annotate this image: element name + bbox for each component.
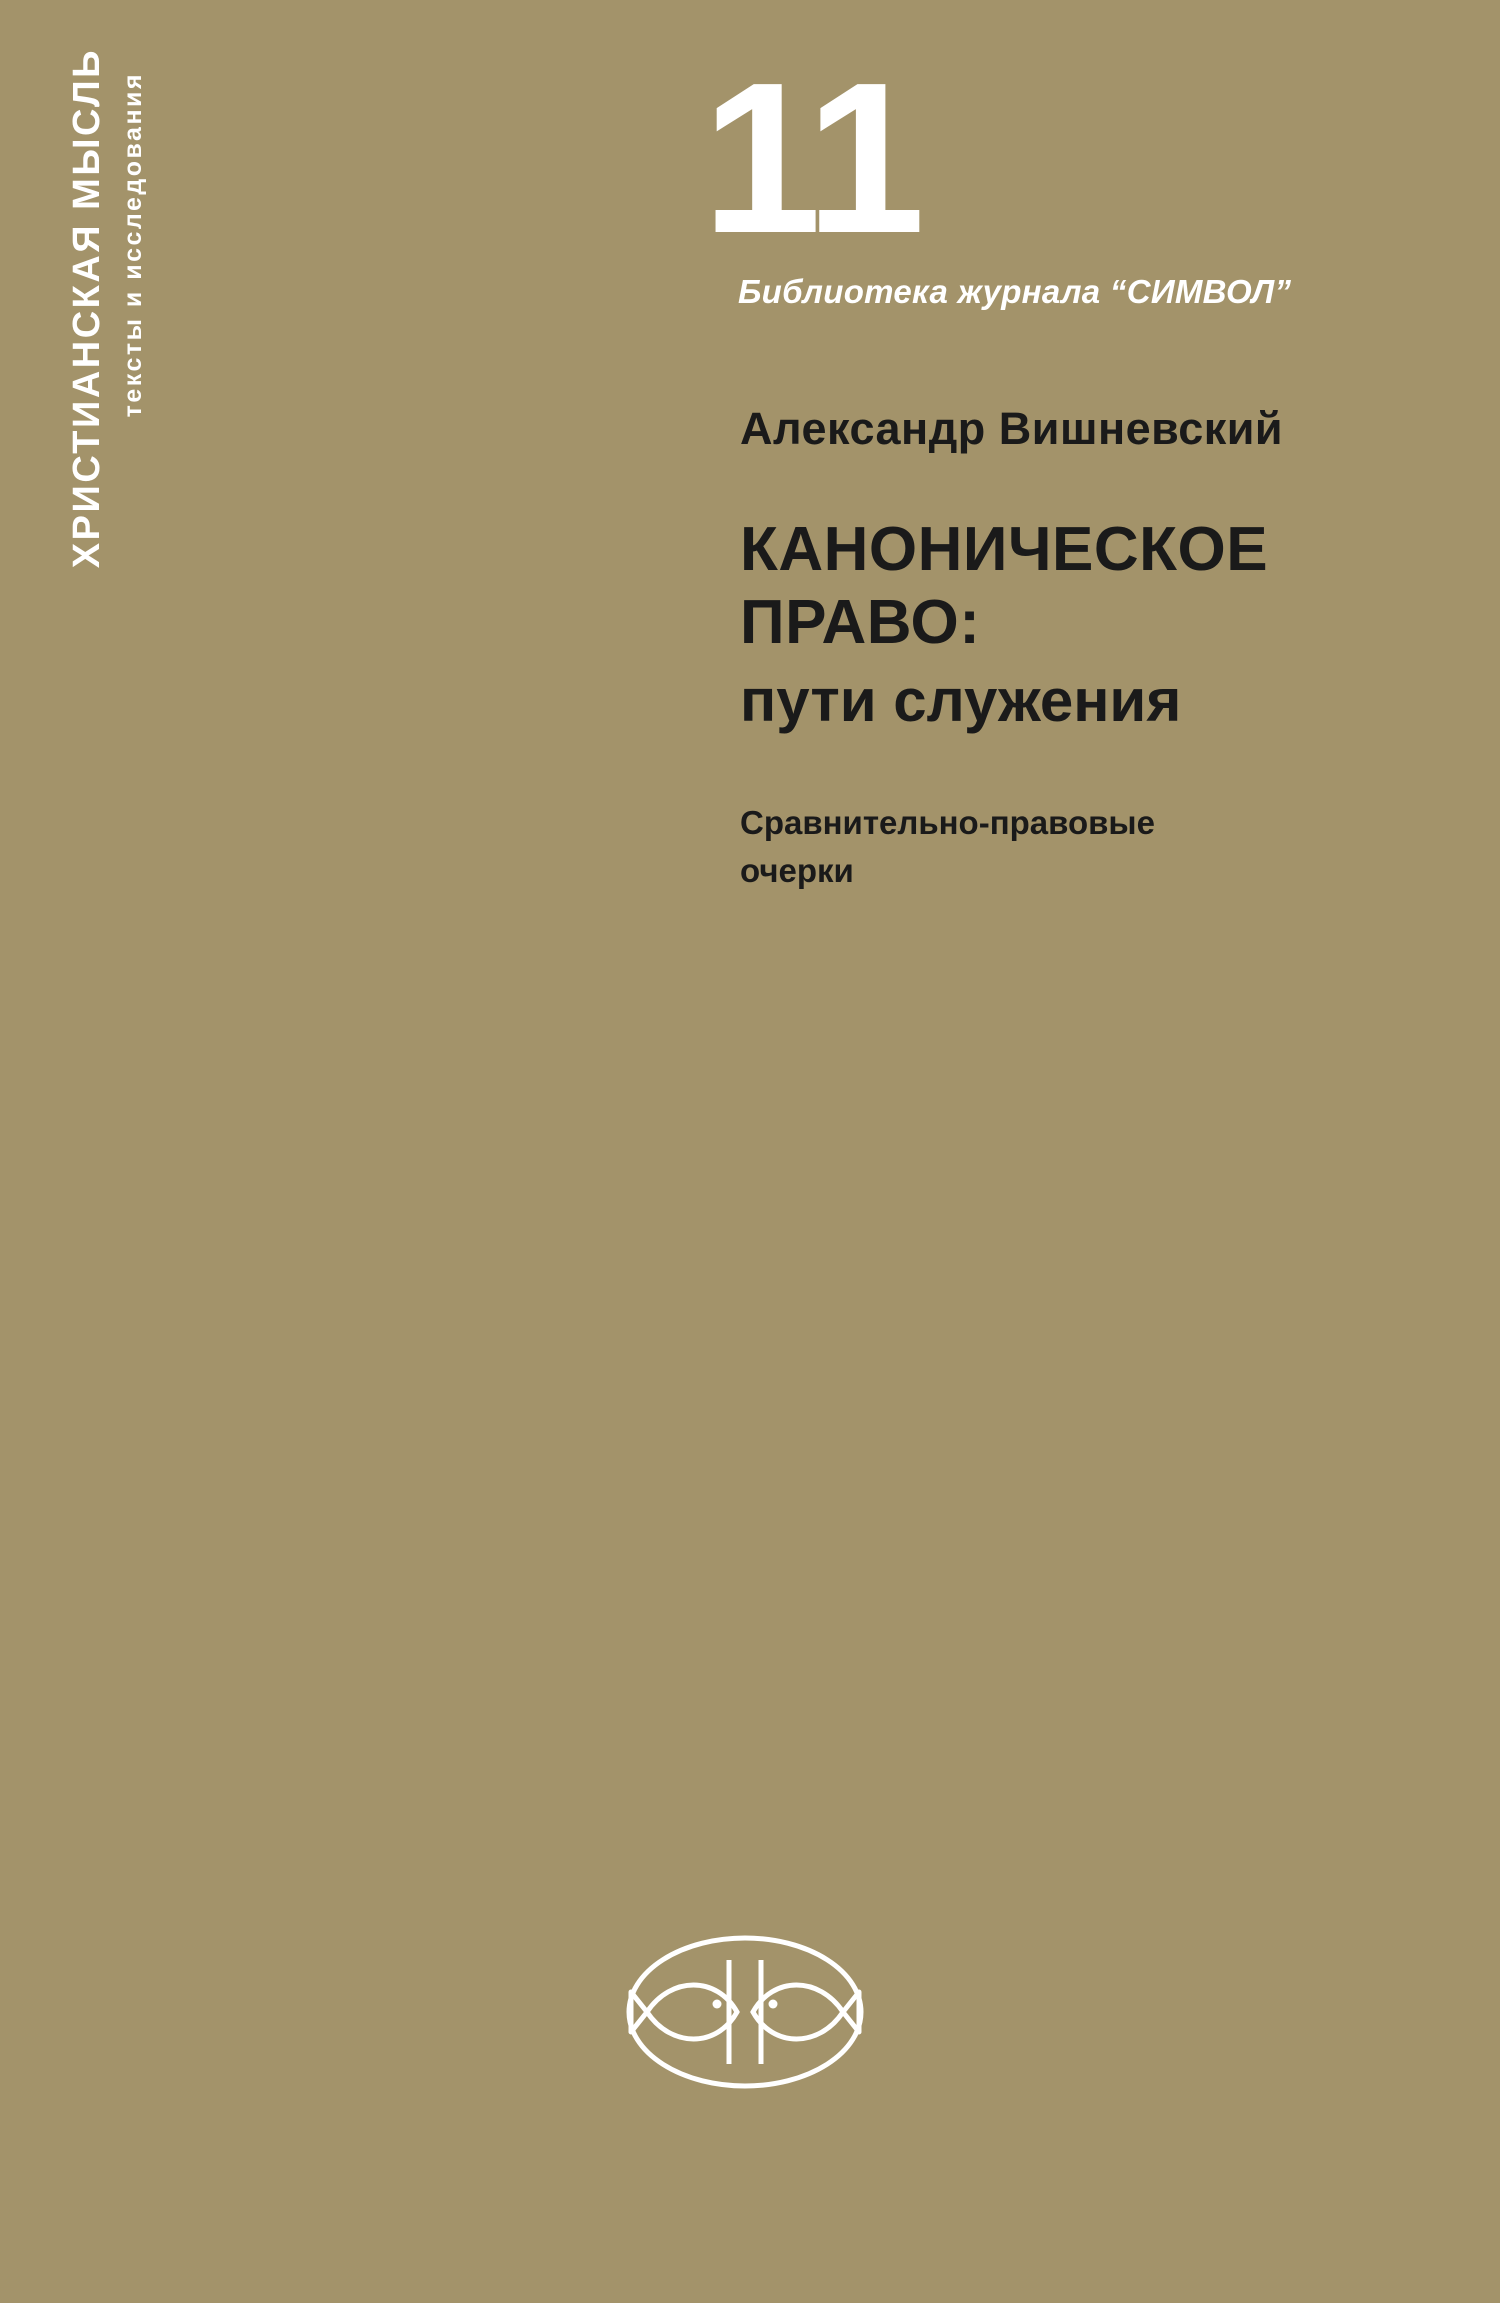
book-descriptor: [740, 799, 1260, 895]
series-journal-label: Библиотека журнала “СИМВОЛ”: [738, 273, 1292, 310]
book-descriptor-line-2: очерки: [740, 852, 854, 890]
series-title-vertical: ХРИСТИАНСКАЯ МЫСЛЬ: [66, 48, 108, 569]
book-title: [740, 513, 1460, 659]
book-title-line-2: ПРАВО:: [740, 588, 981, 658]
book-subtitle: пути служения: [740, 667, 1182, 735]
series-subtitle-vertical: тексты и исследования: [119, 72, 147, 418]
cover-content: [700, 0, 1460, 895]
author-name: Александр Вишневский: [740, 403, 1284, 454]
series-strip: [0, 0, 200, 820]
book-title-line-1: КАНОНИЧЕСКОЕ: [740, 515, 1269, 584]
book-descriptor-line-1: Сравнительно-правовые: [740, 804, 1155, 842]
publisher-logo: [625, 1930, 865, 2095]
fish-oval-logo-icon: [625, 1930, 865, 2095]
issue-number: 11: [702, 37, 922, 278]
